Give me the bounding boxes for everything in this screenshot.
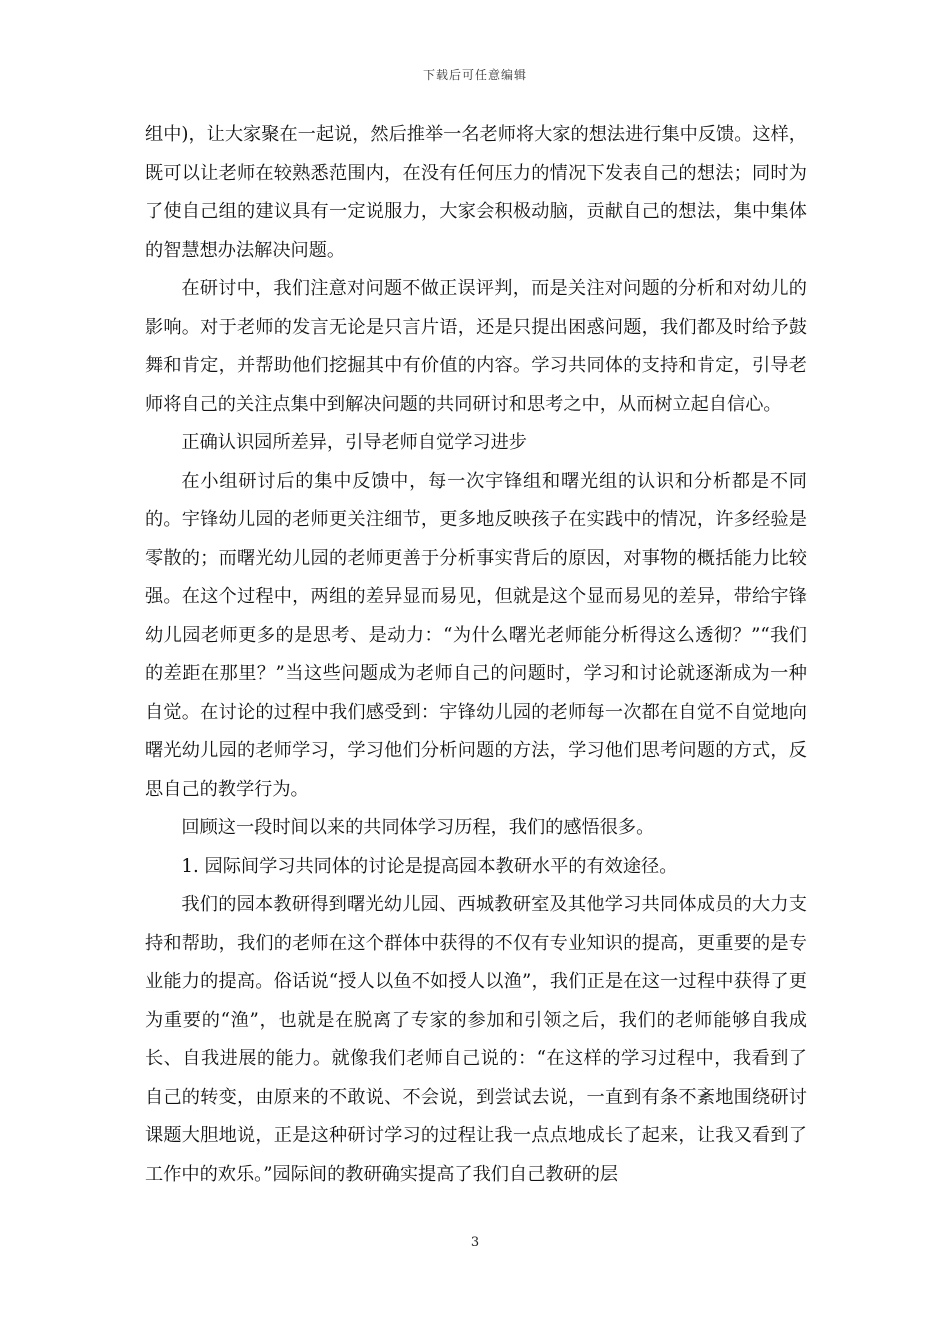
paragraph-continuation: 组中)，让大家聚在一起说，然后推举一名老师将大家的想法进行集中反馈。这样，既可以让老师在较熟悉范围内，在没有任何压力的情况下发表自己的想法；同时为了使自己组的建议具有一定说服力，大家会积极动脑，贡献自己的想法，集中集体的智慧想办法解决问题。 [145, 124, 807, 261]
section-heading-differences: 正确认识园所差异，引导老师自觉学习进步 [181, 432, 527, 453]
paragraph-group-feedback: 在小组研讨后的集中反馈中，每一次宇锋组和曙光组的认识和分析都是不同的。宇锋幼儿园的老师更关注细节，更多地反映孩子在实践中的情况，许多经验是零散的；而曙光幼儿园的老师更善于分析事实背后的原因，对事物的概括能力比较强。在这个过程中，两组的差异显而易见，但就是这个显而易见的差异，带给宇锋幼儿园老师更多的是思考、是动力：“为什么曙光老师能分析得这么透彻？”“我们的差距在那里？”当这些问题成为老师自己的问题时，学习和讨论就逐渐成为一种自觉。在讨论的过程中我们感受到：宇锋幼儿园的老师每一次都在自觉不自觉地向曙光幼儿园的老师学习，学习他们分析问题的方法，学习他们思考问题的方式，反思自己的教学行为。 [145, 470, 807, 800]
page-number: 3 [470, 1235, 480, 1250]
document-body [145, 116, 807, 1194]
list-item-1: 1. 园际间学习共同体的讨论是提高园本教研水平的有效途径。 [181, 855, 678, 877]
page-header: 下载后可任意编辑 [422, 68, 527, 82]
paragraph-review: 回顾这一段时间以来的共同体学习历程，我们的感悟很多。 [181, 817, 655, 838]
paragraph-support: 我们的园本教研得到曙光幼儿园、西城教研室及其他学习共同体成员的大力支持和帮助，我们的老师在这个群体中获得的不仅有专业知识的提高，更重要的是专业能力的提高。俗话说“授人以鱼不如授人以渔”，我们正是在这一过程中获得了更为重要的“渔”，也就是在脱离了专家的参加和引领之后，我们的老师能够自我成长、自我进展的能力。就像我们老师自己说的：“在这样的学习过程中，我看到了自己的转变，由原来的不敢说、不会说，到尝试去说，一直到有条不紊地围绕研讨课题大胆地说，正是这种研讨学习的过程让我一点点地成长了起来，让我又看到了工作中的欢乐。”园际间的教研确实提高了我们自己教研的层 [145, 894, 807, 1185]
paragraph-research-discussion: 在研讨中，我们注意对问题不做正误评判，而是关注对问题的分析和对幼儿的影响。对于老师的发言无论是只言片语，还是只提出困惑问题，我们都及时给予鼓舞和肯定，并帮助他们挖掘其中有价值的内容。学习共同体的支持和肯定，引导老师将自己的关注点集中到解决问题的共同研讨和思考之中，从而树立起自信心。 [145, 278, 807, 415]
